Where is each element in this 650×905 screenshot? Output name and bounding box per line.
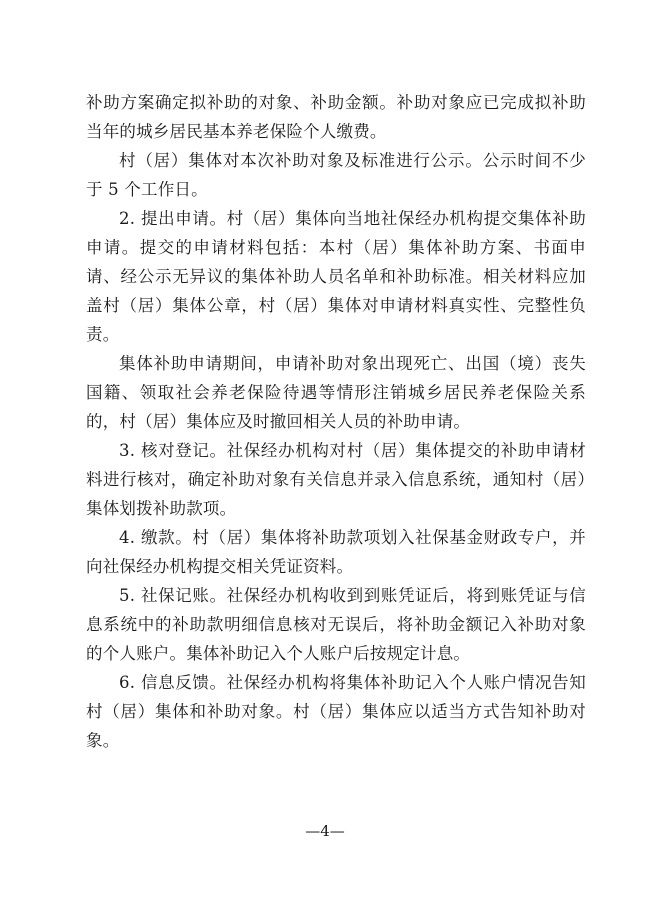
page-number: —4—	[305, 822, 345, 840]
document-body	[86, 88, 586, 755]
paragraph: 6. 信息反馈。社保经办机构将集体补助记入个人账户情况告知村（居）集体和补助对象。村（居）集体应以适当方式告知补助对象。	[86, 673, 586, 750]
paragraph: 2. 提出申请。村（居）集体向当地社保经办机构提交集体补助申请。提交的申请材料包括：本村（居）集体补助方案、书面申请、经公示无异议的集体补助人员名单和补助标准。相关材料应加盖村（居）集体公章，村（居）集体对申请材料真实性、完整性负责。	[86, 209, 586, 344]
paragraph: 5. 社保记账。社保经办机构收到到账凭证后，将到账凭证与信息系统中的补助款明细信息核对无误后，将补助金额记入补助对象的个人账户。集体补助记入个人账户后按规定计息。	[86, 586, 586, 663]
paragraph: 村（居）集体对本次补助对象及标准进行公示。公示时间不少于 5 个工作日。	[86, 151, 586, 199]
paragraph: 3. 核对登记。社保经办机构对村（居）集体提交的补助申请材料进行核对，确定补助对象有关信息并录入信息系统，通知村（居）集体划拨补助款项。	[86, 441, 586, 518]
paragraph: 4. 缴款。村（居）集体将补助款项划入社保基金财政专户，并向社保经办机构提交相关凭证资料。	[86, 528, 586, 576]
paragraph: 补助方案确定拟补助的对象、补助金额。补助对象应已完成拟补助当年的城乡居民基本养老保险个人缴费。	[86, 93, 586, 141]
paragraph: 集体补助申请期间，申请补助对象出现死亡、出国（境）丧失国籍、领取社会养老保险待遇等情形注销城乡居民养老保险关系的，村（居）集体应及时撤回相关人员的补助申请。	[86, 354, 586, 431]
